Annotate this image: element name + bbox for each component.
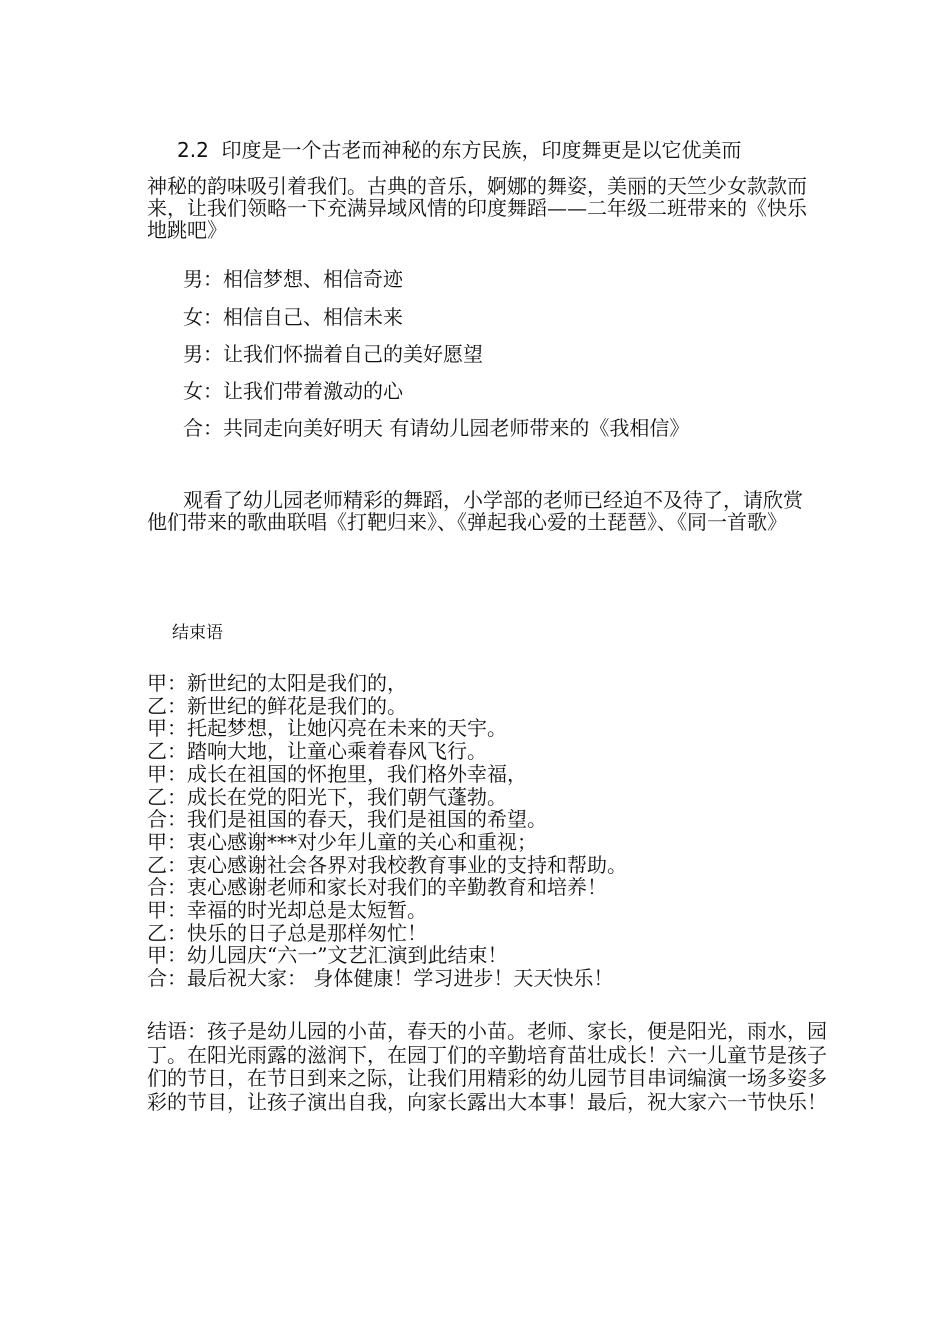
ending-line: 甲：幼儿园庆“六一”文艺汇演到此结束！: [147, 943, 508, 968]
ending-line: 乙：衷心感谢社会各界对我校教育事业的支持和帮助。: [147, 852, 627, 877]
ending-line: 合：我们是祖国的春天，我们是祖国的希望。: [147, 807, 547, 832]
ending-line: 甲：成长在祖国的怀抱里，我们格外幸福，: [147, 761, 527, 786]
ending-line: 乙：成长在党的阳光下，我们朝气蓬勃。: [147, 784, 507, 809]
ending-line: 乙：快乐的日子总是那样匆忙！: [147, 920, 427, 945]
dialogue-line: 男：让我们怀揣着自己的美好愿望: [183, 342, 483, 366]
ending-line: 乙：新世纪的鲜花是我们的。: [147, 693, 407, 718]
section-paragraph: [147, 137, 817, 241]
ending-line: 甲：新世纪的太阳是我们的，: [147, 671, 407, 695]
section-body-text: 神秘的韵味吸引着我们。古典的音乐，婀娜的舞姿，美丽的天竺少女款款而来，让我们领略一下充满异域风情的印度舞蹈——二年级二班带来的《快乐地跳吧》: [147, 174, 807, 242]
dialogue-line: 合：共同走向美好明天 有请幼儿园老师带来的《我相信》: [183, 416, 690, 440]
dialogue-line: 女：让我们带着激动的心: [183, 379, 403, 403]
ending-line: 甲：衷心感谢***对少年儿童的关心和重视；: [147, 829, 537, 854]
dialogue-line: 女：相信自己、相信未来: [183, 305, 403, 329]
ending-line: 乙：踏响大地，让童心乘着春风飞行。: [147, 739, 487, 764]
ending-line: 合：衷心感谢老师和家长对我们的辛勤教育和培养！: [147, 875, 607, 900]
ending-line: 甲：托起梦想，让她闪亮在未来的天宇。: [147, 716, 507, 741]
ending-title: 结束语: [172, 623, 223, 643]
dialogue-line: 男：相信梦想、相信奇迹: [183, 267, 403, 291]
section-number: 2.2: [177, 138, 209, 162]
closing-paragraph: 结语：孩子是幼儿园的小苗，春天的小苗。老师、家长，便是阳光，雨水，园丁。在阳光雨露的滋润下，在园丁们的辛勤培育苗壮成长！六一儿童节是孩子们的节日，在节日到来之际，让我们用精彩的幼儿园节目串词编演一场多姿多彩的节目，让孩子演出自我，向家长露出大本事！最后，祝大家六一节快乐！: [147, 1019, 827, 1114]
intro-paragraph: 观看了幼儿园老师精彩的舞蹈，小学部的老师已经迫不及待了，请欣赏他们带来的歌曲联唱《打靶归来》、《弹起我心爱的土琵琶》、《同一首歌》: [147, 488, 803, 534]
section-first-line: [147, 137, 817, 163]
section-first-line-text: 印度是一个古老而神秘的东方民族，印度舞更是以它优美而: [221, 138, 742, 162]
ending-lines-list: [147, 672, 827, 990]
ending-line: 合：最后祝大家： 身体健康！学习进步！天天快乐！: [147, 966, 614, 991]
ending-line: 甲：幸福的时光却总是太短暂。: [147, 898, 427, 923]
